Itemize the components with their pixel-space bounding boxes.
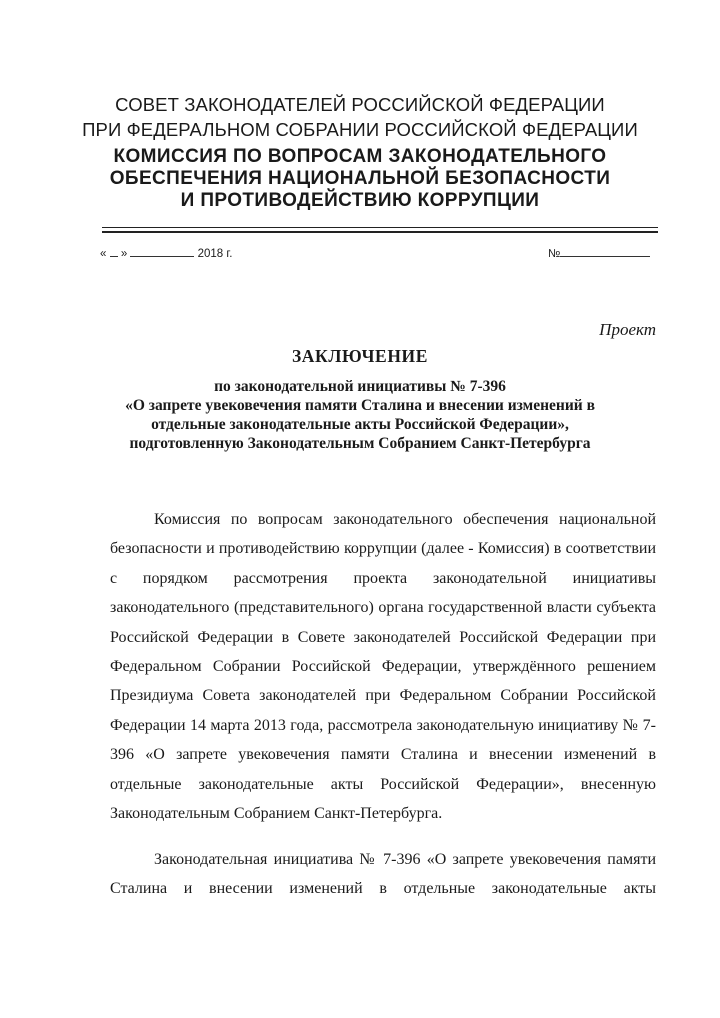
document-title: ЗАКЛЮЧЕНИЕ [291,346,429,366]
document-date-field [100,246,232,260]
document-number-field [548,246,650,260]
header-divider-thin [102,227,658,228]
subject-line-2: «О запрете увековечения памяти Сталина и внесении изменений в [125,397,595,414]
commission-name-line-2: ОБЕСПЕЧЕНИЯ НАЦИОНАЛЬНОЙ БЕЗОПАСНОСТИ [109,168,611,189]
body-paragraph-1: Комиссия по вопросам законодательного обеспечения национальной безопасности и противодействию коррупции (далее - Комиссия) в соответствии с порядком рассмотрения проекта законодательной инициативы законодательного (представительного) органа государственной власти субъекта Российской Федерации в Совете законодателей Российской Федерации при Федеральном Собрании Российской Федерации, утверждённого решением Президиума Совета законодателей при Федеральном Собрании Российской Федерации 14 марта 2013 года, рассмотрела законодательную инициативу № 7-396 «О запрете увековечения памяти Сталина и внесении изменений в отдельные законодательные акты Российской Федерации», внесенную Законодательным Собранием Санкт-Петербурга. [110,511,656,823]
date-open-quote: « [100,248,107,260]
number-blank [560,246,650,257]
draft-label: Проект [599,320,656,339]
commission-name-line-3: И ПРОТИВОДЕЙСТВИЮ КОРРУПЦИИ [180,190,540,211]
org-name-line-2: ПРИ ФЕДЕРАЛЬНОМ СОБРАНИИ РОССИЙСКОЙ ФЕДЕРАЦИИ [82,119,638,140]
body-paragraph-2: Законодательная инициатива № 7-396 «О запрете увековечения памяти Сталина и внесении изменений в отдельные законодательные акты [110,851,656,898]
header-divider-thick [102,231,658,233]
date-day-blank [110,246,118,257]
commission-name-line-1: КОМИССИЯ ПО ВОПРОСАМ ЗАКОНОДАТЕЛЬНОГО [113,146,607,167]
date-close-quote: » [120,248,128,260]
date-month-blank [130,246,194,257]
date-year: 2018 г. [197,248,233,260]
org-name-line-1: СОВЕТ ЗАКОНОДАТЕЛЕЙ РОССИЙСКОЙ ФЕДЕРАЦИИ [115,94,605,115]
subject-line-1: по законодательной инициативы № 7-396 [214,378,506,395]
number-label: № [548,248,561,260]
subject-line-4: подготовленную Законодательным Собранием Санкт-Петербурга [129,435,591,452]
subject-line-3: отдельные законодательные акты Российской Федерации», [151,416,569,433]
